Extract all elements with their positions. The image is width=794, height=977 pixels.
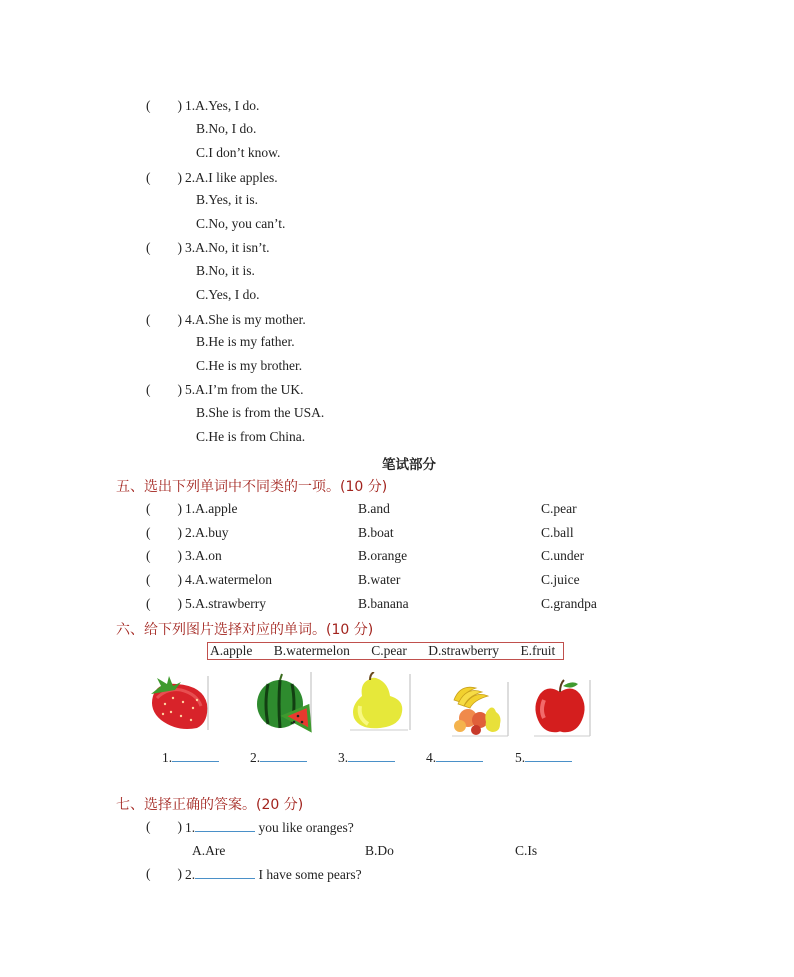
answer-blank[interactable] bbox=[525, 749, 572, 762]
word-option: E.fruit bbox=[520, 643, 556, 658]
answer-number: 3. bbox=[338, 750, 349, 765]
answer-parenthesis: ( ) bbox=[146, 170, 182, 185]
word-option: C.pear bbox=[371, 643, 407, 658]
option-a: 1.A.Yes, I do. bbox=[185, 98, 260, 113]
answer-parenthesis: ( ) bbox=[146, 548, 182, 563]
answer-blank[interactable] bbox=[348, 749, 395, 762]
word-bank-box bbox=[207, 642, 564, 660]
answer-parenthesis: ( ) bbox=[146, 572, 182, 587]
answer-number: 5. bbox=[515, 750, 526, 765]
option-b: B.She is from the USA. bbox=[196, 405, 325, 420]
option-c: C.under bbox=[541, 548, 585, 563]
question-number: 1. bbox=[185, 820, 196, 835]
word-option: B.watermelon bbox=[273, 643, 350, 658]
option-c: C.Yes, I do. bbox=[196, 287, 260, 302]
option-b: B.boat bbox=[358, 525, 394, 540]
answer-parenthesis: ( ) bbox=[146, 501, 182, 516]
option-c: C.juice bbox=[541, 572, 580, 587]
option-b: B.No, I do. bbox=[196, 121, 257, 136]
option-b: B.orange bbox=[358, 548, 408, 563]
answer-number: 4. bbox=[426, 750, 437, 765]
strawberry-image bbox=[147, 674, 210, 732]
answer-number: 2. bbox=[250, 750, 261, 765]
option-a: 4.A.watermelon bbox=[185, 572, 272, 587]
option-a: 4.A.She is my mother. bbox=[185, 312, 306, 327]
answer-number: 1. bbox=[162, 750, 173, 765]
option-b: B.Yes, it is. bbox=[196, 192, 259, 207]
answer-parenthesis: ( ) bbox=[146, 382, 182, 397]
question-1 bbox=[185, 819, 354, 836]
answer-blank[interactable] bbox=[260, 749, 307, 762]
option-c: C.pear bbox=[541, 501, 577, 516]
option-b: B.banana bbox=[358, 596, 409, 611]
word-option: A.apple bbox=[210, 643, 253, 658]
option-b: B.He is my father. bbox=[196, 334, 295, 349]
option-a: 1.A.apple bbox=[185, 501, 238, 516]
section-five-heading: 五、选出下列单词中不同类的一项。(10 分) bbox=[116, 479, 388, 495]
picture-answer-2 bbox=[250, 749, 307, 766]
answer-parenthesis: ( ) bbox=[146, 596, 182, 611]
question-text: you like oranges? bbox=[255, 820, 354, 835]
answer-parenthesis: ( ) bbox=[146, 819, 182, 834]
word-option: D.strawberry bbox=[428, 643, 500, 658]
question-number: 2. bbox=[185, 867, 196, 882]
answer-parenthesis: ( ) bbox=[146, 240, 182, 255]
answer-blank[interactable] bbox=[195, 866, 255, 879]
answer-blank[interactable] bbox=[436, 749, 483, 762]
option-b: B.Do bbox=[365, 843, 394, 858]
section-seven-heading: 七、选择正确的答案。(20 分) bbox=[116, 797, 304, 813]
option-a: 3.A.No, it isn’t. bbox=[185, 240, 270, 255]
picture-answer-1 bbox=[162, 749, 219, 766]
option-a: 2.A.buy bbox=[185, 525, 229, 540]
picture-answer-4 bbox=[426, 749, 483, 766]
question-2 bbox=[185, 866, 362, 883]
option-a: 5.A.I’m from the UK. bbox=[185, 382, 304, 397]
fruit-basket-image bbox=[450, 680, 510, 738]
answer-blank[interactable] bbox=[195, 819, 255, 832]
option-a: 2.A.I like apples. bbox=[185, 170, 278, 185]
option-b: B.No, it is. bbox=[196, 263, 255, 278]
option-b: B.and bbox=[358, 501, 390, 516]
apple-image bbox=[530, 678, 592, 738]
watermelon-image bbox=[254, 670, 314, 734]
option-c: C.He is my brother. bbox=[196, 358, 303, 373]
option-c: C.I don’t know. bbox=[196, 145, 281, 160]
answer-parenthesis: ( ) bbox=[146, 525, 182, 540]
option-c: C.grandpa bbox=[541, 596, 597, 611]
option-a: 5.A.strawberry bbox=[185, 596, 266, 611]
answer-parenthesis: ( ) bbox=[146, 866, 182, 881]
answer-parenthesis: ( ) bbox=[146, 312, 182, 327]
written-part-title: 笔试部分 bbox=[382, 457, 436, 473]
option-c: C.No, you can’t. bbox=[196, 216, 286, 231]
option-a: A.Are bbox=[192, 843, 226, 858]
option-a: 3.A.on bbox=[185, 548, 222, 563]
answer-parenthesis: ( ) bbox=[146, 98, 182, 113]
option-c: C.Is bbox=[515, 843, 538, 858]
picture-answer-5 bbox=[515, 749, 572, 766]
pear-image bbox=[346, 672, 412, 734]
picture-answer-3 bbox=[338, 749, 395, 766]
option-c: C.ball bbox=[541, 525, 574, 540]
answer-blank[interactable] bbox=[172, 749, 219, 762]
section-six-heading: 六、给下列图片选择对应的单词。(10 分) bbox=[116, 622, 374, 638]
option-b: B.water bbox=[358, 572, 401, 587]
question-text: I have some pears? bbox=[255, 867, 362, 882]
option-c: C.He is from China. bbox=[196, 429, 306, 444]
